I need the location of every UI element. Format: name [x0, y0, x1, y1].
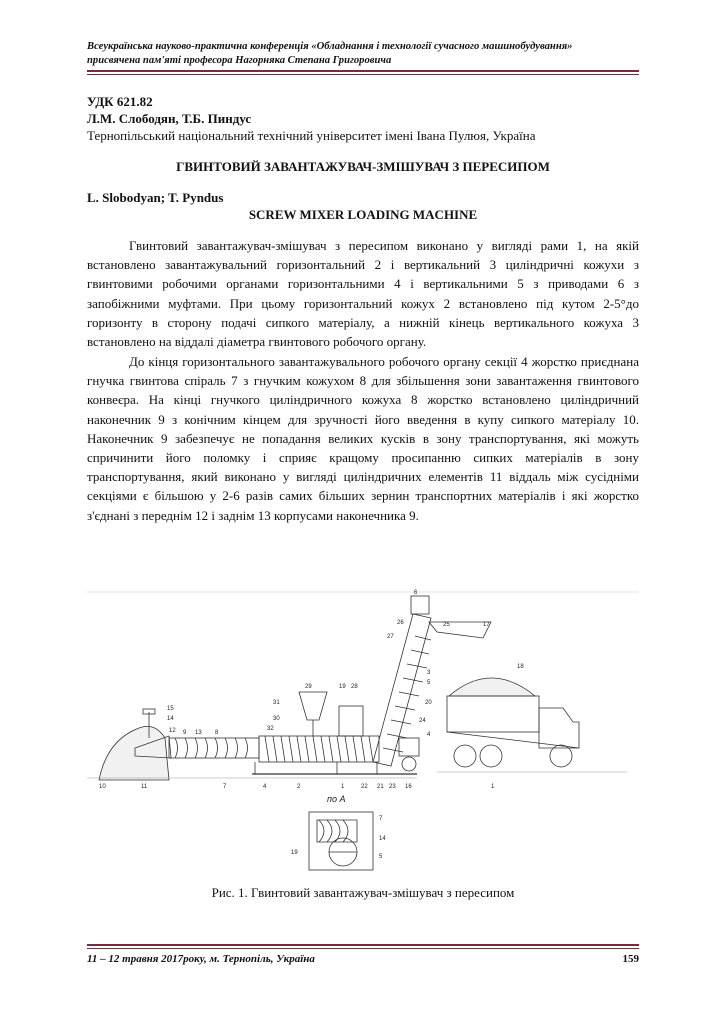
page-number: 159 [622, 953, 639, 965]
body-paragraph-1: Гвинтовий завантажувач-змішувач з пересипом виконано у вигляді рами 1, на якій встановлено завантажувальний горизонтальний 2 і вертикальний 3 циліндричні кожухи з гвинтовими робочими органами горизонтальними 4 і вертикальними 5 з приводами 6 з запобіжними муфтами. При цьому горизонтальний кожух 2 встановлено під кутом 2-5°до горизонту в сторону подачі сипкого матеріалу, а нижній кінець вертикального кожуха 3 встановлено на віддалі діаметра гвинтового робочого органу. [87, 238, 639, 350]
footer-rule [87, 944, 639, 946]
callout-8: 8 [215, 730, 219, 736]
callout-26: 26 [397, 620, 404, 626]
callout-1b: 1 [491, 784, 495, 790]
callout-12: 12 [169, 728, 176, 734]
motor-24 [399, 738, 419, 756]
truck-wheel-1 [454, 745, 476, 767]
callout-10: 10 [99, 784, 106, 790]
callout-22: 22 [361, 784, 368, 790]
callout-30: 30 [273, 716, 280, 722]
conference-header [87, 40, 639, 67]
callout-1: 1 [341, 784, 345, 790]
control-cabinet-28 [339, 706, 363, 736]
callout-7: 7 [223, 784, 227, 790]
technical-drawing [87, 588, 639, 873]
callout-24: 24 [419, 718, 426, 724]
drive-6 [411, 596, 429, 614]
footer-rule-thin [87, 948, 639, 949]
body-paragraph-2: До кінця горизонтального завантажувального робочого органу секції 4 жорстко приєднана гнучка гвинтова спіраль 7 з гнучким кожухом 8 для збільшення зони завантаження гвинтового конвеєра. На кінці гнучкого циліндричного кожуха 8 жорстко встановлено циліндричний наконечник 9 з конічним кінцем для зручності його введення в купу сипкого матеріалу 10. Наконечник 9 забезпечує не попадання великих кусків в зону транспортування, які можуть спричинити його поломку і сприяє кращому просипанню сипких матеріалів в зону транспортування, який виконано у вигляді циліндричних елементів 11 віддаль між сусідніми секціями є більшою у 2-6 разів самих більших зернин транспортних матеріалів і які жорстко з'єднані з переднім 12 і заднім 13 корпусами наконечника 9. [87, 354, 639, 523]
authors-english: L. Slobodyan; T. Pyndus [87, 190, 224, 205]
vertical-screw-5 [383, 636, 431, 752]
paper-title: ГВИНТОВИЙ ЗАВАНТАЖУВАЧ-ЗМІШУВАЧ З ПЕРЕСИПОМ [176, 159, 550, 174]
callout-19: 19 [339, 684, 346, 690]
footer-date-place: 11 – 12 травня 2017року, м. Тернопіль, Україна [87, 953, 315, 965]
callout-29: 29 [305, 684, 312, 690]
figure-caption: Рис. 1. Гвинтовий завантажувач-змішувач з пересипом [211, 885, 515, 900]
header-rule-thin [87, 74, 639, 75]
detail-callout-5: 5 [379, 854, 383, 860]
callout-5: 5 [427, 680, 431, 686]
drawing-svg [87, 588, 639, 873]
callout-31: 31 [273, 700, 280, 706]
header-rule [87, 70, 639, 72]
view-a-spiral [317, 820, 357, 842]
pulley-22 [402, 757, 416, 771]
callout-32: 32 [267, 726, 274, 732]
callout-11: 11 [141, 784, 148, 790]
paper-title-english: SCREW MIXER LOADING MACHINE [248, 207, 478, 222]
horizontal-housing-2 [259, 736, 379, 762]
callout-20: 20 [425, 700, 432, 706]
truck-cab [539, 708, 579, 748]
callout-28: 28 [351, 684, 358, 690]
callout-2: 2 [297, 784, 301, 790]
truck-wheel-2 [480, 745, 502, 767]
material-pile-10 [99, 726, 169, 780]
callout-6: 6 [414, 590, 418, 596]
flexible-spiral-7 [175, 738, 248, 758]
callout-15: 15 [167, 706, 174, 712]
view-a-label: по А [327, 794, 346, 804]
callout-16: 16 [405, 784, 412, 790]
flexible-casing-8 [169, 738, 259, 758]
view-a-frame [309, 812, 373, 870]
callout-25: 25 [443, 622, 450, 628]
callout-14: 14 [167, 716, 174, 722]
horizontal-screw-4 [265, 736, 373, 762]
vertical-housing-3 [373, 614, 431, 766]
callout-9: 9 [183, 730, 187, 736]
affiliation: Тернопільський національний технічний університет імені Івана Пулюя, Україна [87, 128, 536, 143]
detail-callout-14: 14 [379, 836, 386, 842]
detail-callout-7: 7 [379, 816, 383, 822]
callout-18: 18 [517, 664, 524, 670]
callout-13: 13 [195, 730, 202, 736]
truck-body [447, 696, 539, 732]
truck-load-18 [449, 678, 535, 696]
hopper-29 [299, 692, 327, 720]
callout-4: 4 [427, 732, 431, 738]
detail-callout-19: 19 [291, 850, 298, 856]
callout-4b: 4 [263, 784, 267, 790]
callout-23: 23 [389, 784, 396, 790]
authors: Л.М. Слободян, Т.Б. Пиндус [87, 111, 252, 126]
udk-code: УДК 621.82 [87, 94, 153, 109]
callout-17: 17 [483, 622, 490, 628]
callout-27: 27 [387, 634, 394, 640]
drawing-labels [99, 590, 524, 860]
callout-3: 3 [427, 670, 431, 676]
header-line-1: Всеукраїнська науково-практична конференція «Обладнання і технології сучасного машинобудування» [87, 41, 573, 52]
discharge-chute-17 [429, 622, 491, 638]
callout-21: 21 [377, 784, 384, 790]
header-line-2: присвячена пам'яті професора Нагорняка Степана Григоровича [87, 54, 392, 66]
